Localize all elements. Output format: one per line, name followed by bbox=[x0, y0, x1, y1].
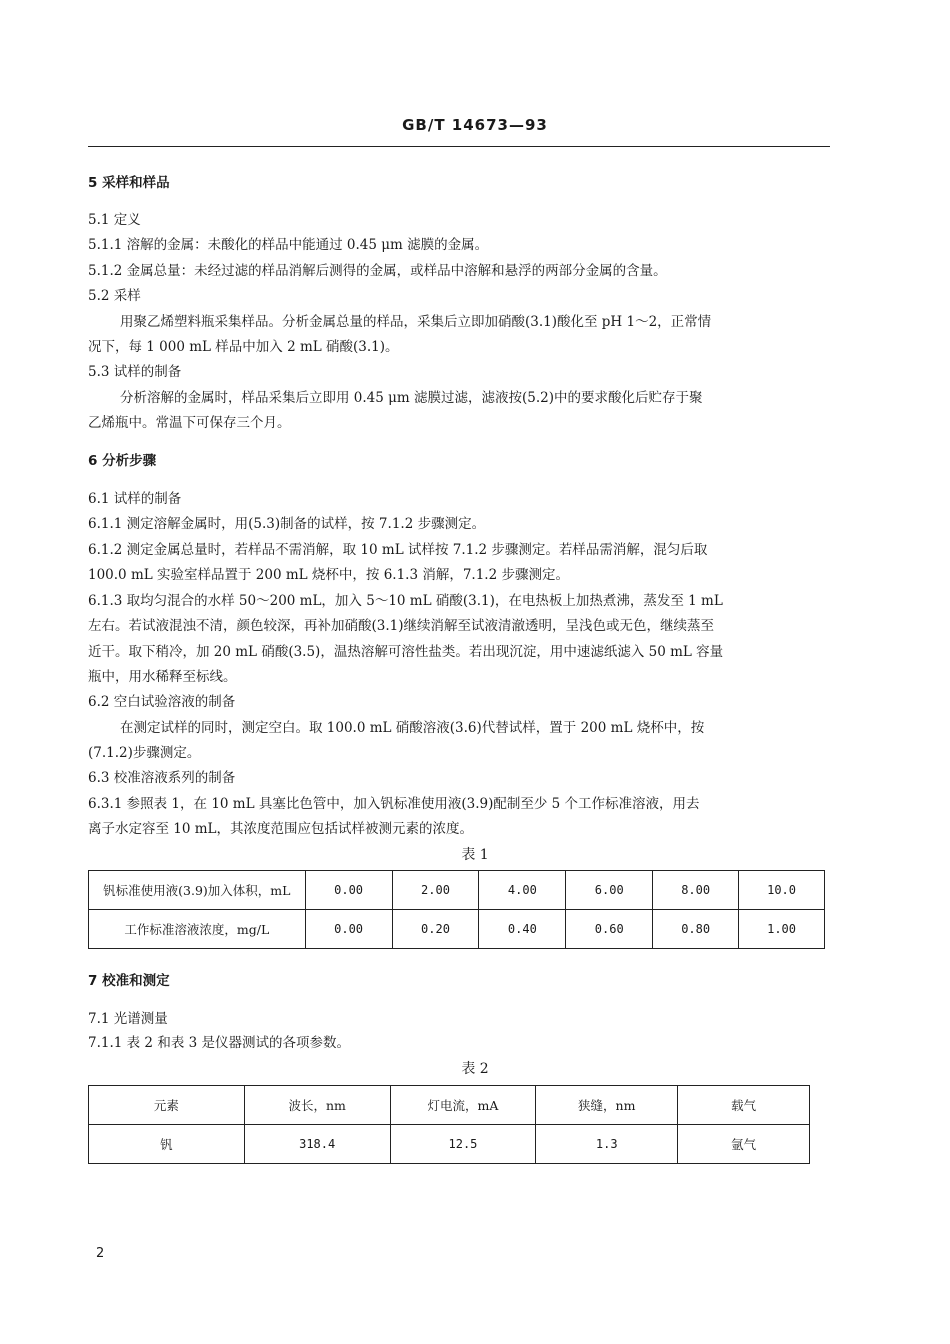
table-cell: 0.00 bbox=[305, 910, 392, 949]
table-cell: 4.00 bbox=[479, 871, 566, 910]
table-cell: 0.00 bbox=[305, 871, 392, 910]
table-cell: 钒 bbox=[89, 1125, 245, 1164]
table-cell: 0.40 bbox=[479, 910, 566, 949]
clause-7-1: 7.1 光谱测量 bbox=[88, 1011, 168, 1027]
clause-5-1: 5.1 定义 bbox=[88, 212, 141, 228]
table-row bbox=[89, 910, 825, 949]
section-7-heading: 7 校准和测定 bbox=[88, 973, 170, 989]
table-header-row bbox=[89, 1086, 810, 1125]
table-cell: 0.80 bbox=[653, 910, 739, 949]
table-header-cell: 波长，nm bbox=[244, 1086, 390, 1125]
clause-6-3-1-line2: 离子水定容至 10 mL，其浓度范围应包括试样被测元素的浓度。 bbox=[88, 821, 474, 837]
table-cell: 8.00 bbox=[653, 871, 739, 910]
para-5-3-line1: 分析溶解的金属时，样品采集后立即用 0.45 μm 滤膜过滤，滤液按(5.2)中的要求酸化后贮存于聚 bbox=[120, 390, 703, 406]
clause-6-1-3-line4: 瓶中，用水稀释至标线。 bbox=[88, 669, 237, 685]
table-cell: 6.00 bbox=[566, 871, 653, 910]
table-cell: 钒标准使用液(3.9)加入体积，mL bbox=[89, 871, 306, 910]
clause-5-3: 5.3 试样的制备 bbox=[88, 364, 182, 380]
table-cell: 12.5 bbox=[390, 1125, 536, 1164]
clause-6-1-2-line1: 6.1.2 测定金属总量时，若样品不需消解，取 10 mL 试样按 7.1.2 步骤测定。若样品需消解，混匀后取 bbox=[88, 542, 708, 558]
para-5-2-line1: 用聚乙烯塑料瓶采集样品。分析金属总量的样品，采集后立即加硝酸(3.1)酸化至 pH 1～2，正常情 bbox=[120, 314, 712, 330]
clause-6-1-1: 6.1.1 测定溶解金属时，用(5.3)制备的试样，按 7.1.2 步骤测定。 bbox=[88, 516, 486, 532]
table-cell: 氩气 bbox=[678, 1125, 810, 1164]
table-cell: 工作标准溶液浓度，mg/L bbox=[89, 910, 306, 949]
clause-6-3: 6.3 校准溶液系列的制备 bbox=[88, 770, 236, 786]
para-6-2-line1: 在测定试样的同时，测定空白。取 100.0 mL 硝酸溶液(3.6)代替试样，置于 200 mL 烧杯中，按 bbox=[120, 720, 705, 736]
table-cell: 2.00 bbox=[392, 871, 479, 910]
clause-6-1: 6.1 试样的制备 bbox=[88, 491, 182, 507]
clause-6-1-3-line3: 近干。取下稍冷，加 20 mL 硝酸(3.5)，温热溶解可溶性盐类。若出现沉淀，用中速滤纸滤入 50 mL 容量 bbox=[88, 644, 724, 660]
clause-6-1-2-line2: 100.0 mL 实验室样品置于 200 mL 烧杯中，按 6.1.3 消解，7.1.2 步骤测定。 bbox=[88, 567, 569, 583]
para-5-2-line2: 况下，每 1 000 mL 样品中加入 2 mL 硝酸(3.1)。 bbox=[88, 339, 399, 355]
clause-5-1-1: 5.1.1 溶解的金属：未酸化的样品中能通过 0.45 μm 滤膜的金属。 bbox=[88, 237, 489, 253]
para-5-3-line2: 乙烯瓶中。常温下可保存三个月。 bbox=[88, 415, 291, 431]
header-rule bbox=[88, 146, 830, 147]
table-1 bbox=[88, 870, 825, 949]
table-2-caption: 表 2 bbox=[461, 1061, 489, 1077]
page-number: 2 bbox=[96, 1246, 105, 1261]
clause-6-2: 6.2 空白试验溶液的制备 bbox=[88, 694, 236, 710]
table-cell: 1.00 bbox=[739, 910, 825, 949]
section-5-heading: 5 采样和样品 bbox=[88, 175, 170, 191]
clause-6-1-3-line1: 6.1.3 取均匀混合的水样 50～200 mL，加入 5～10 mL 硝酸(3.1)，在电热板上加热煮沸，蒸发至 1 mL bbox=[88, 593, 723, 609]
section-6-heading: 6 分析步骤 bbox=[88, 453, 157, 469]
table-cell: 0.20 bbox=[392, 910, 479, 949]
table-cell: 318.4 bbox=[244, 1125, 390, 1164]
table-header-cell: 灯电流，mA bbox=[390, 1086, 536, 1125]
clause-6-3-1-line1: 6.3.1 参照表 1，在 10 mL 具塞比色管中，加入钒标准使用液(3.9)配制至少 5 个工作标准溶液，用去 bbox=[88, 796, 700, 812]
table-row bbox=[89, 1125, 810, 1164]
table-header-cell: 元素 bbox=[89, 1086, 245, 1125]
clause-7-1-1: 7.1.1 表 2 和表 3 是仪器测试的各项参数。 bbox=[88, 1035, 350, 1051]
para-6-2-line2: (7.1.2)步骤测定。 bbox=[88, 745, 201, 761]
table-cell: 0.60 bbox=[566, 910, 653, 949]
clause-5-2: 5.2 采样 bbox=[88, 288, 141, 304]
table-cell: 1.3 bbox=[536, 1125, 678, 1164]
standard-code-header: GB/T 14673—93 bbox=[402, 116, 548, 134]
table-cell: 10.0 bbox=[739, 871, 825, 910]
table-2 bbox=[88, 1085, 810, 1164]
table-row bbox=[89, 871, 825, 910]
table-1-caption: 表 1 bbox=[461, 847, 489, 863]
table-header-cell: 狭缝，nm bbox=[536, 1086, 678, 1125]
clause-6-1-3-line2: 左右。若试液混浊不清，颜色较深，再补加硝酸(3.1)继续消解至试液清澈透明，呈浅色或无色，继续蒸至 bbox=[88, 618, 715, 634]
clause-5-1-2: 5.1.2 金属总量：未经过滤的样品消解后测得的金属，或样品中溶解和悬浮的两部分金属的含量。 bbox=[88, 263, 667, 279]
table-header-cell: 载气 bbox=[678, 1086, 810, 1125]
